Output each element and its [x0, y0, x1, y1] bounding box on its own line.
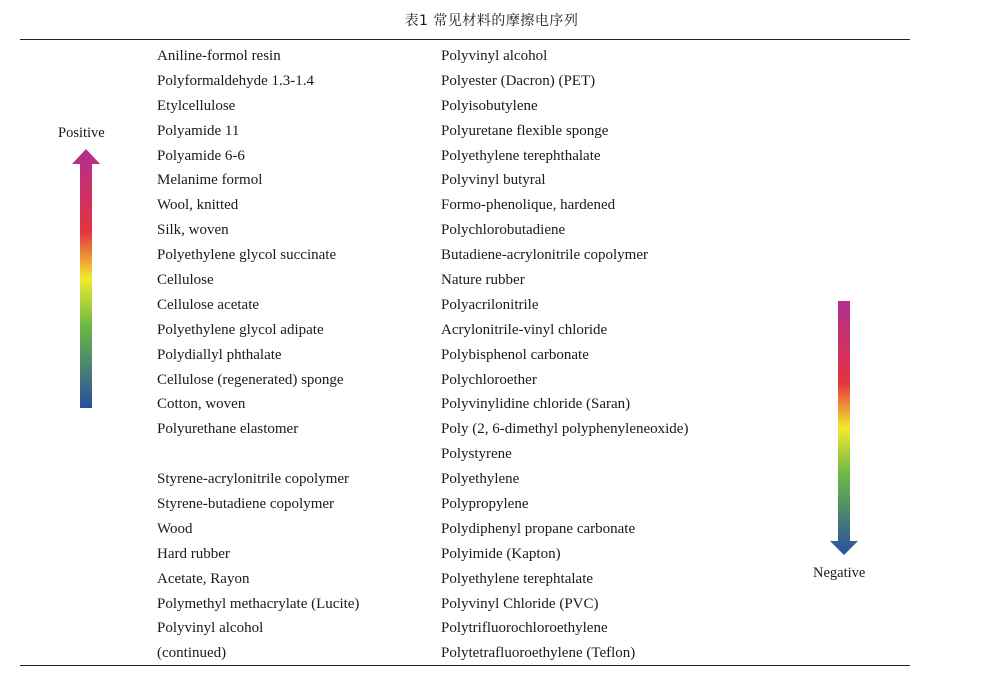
- list-item: Polybisphenol carbonate: [441, 346, 589, 363]
- list-item: Silk, woven: [157, 222, 229, 239]
- list-item: Poly (2, 6-dimethyl polyphenyleneoxide): [441, 421, 689, 438]
- list-item: Polyamide 6-6: [157, 147, 245, 164]
- list-item: Wool, knitted: [157, 197, 239, 214]
- list-item: Polyvinylidine chloride (Saran): [441, 396, 631, 413]
- list-item: Polydiallyl phthalate: [157, 346, 282, 363]
- list-item: Polyethylene: [441, 471, 520, 488]
- list-item: Polyamide 11: [157, 122, 240, 139]
- list-item: Polychlorobutadiene: [441, 222, 566, 239]
- negative-label: Negative: [813, 565, 866, 581]
- list-item: Polyurethane elastomer: [157, 421, 299, 438]
- top-rule: [20, 39, 910, 40]
- list-item: Polytrifluorochloroethylene: [441, 620, 608, 637]
- list-item: (continued): [157, 645, 227, 662]
- list-item: Wood: [157, 520, 193, 537]
- list-item: Polyvinyl butyral: [441, 172, 546, 189]
- positive-materials-list: [157, 44, 359, 666]
- list-item: Polyethylene terephtalate: [441, 570, 594, 587]
- list-item: Polyformaldehyde 1.3-1.4: [157, 72, 315, 89]
- list-item: Polystyrene: [441, 446, 512, 463]
- list-item: Polyuretane flexible sponge: [441, 122, 609, 139]
- list-item: Polyvinyl alcohol: [441, 48, 548, 64]
- list-item: Polytetrafluoroethylene (Teflon): [441, 645, 636, 662]
- list-item: Polydiphenyl propane carbonate: [441, 520, 636, 537]
- list-item: Acrylonitrile-vinyl chloride: [441, 321, 608, 338]
- list-item: Polyester (Dacron) (PET): [441, 72, 596, 89]
- list-item: Melanime formol: [157, 172, 263, 189]
- list-item: Polyvinyl alcohol: [157, 620, 264, 637]
- list-item: Cellulose: [157, 272, 214, 289]
- list-item: Polyvinyl Chloride (PVC): [441, 595, 599, 612]
- table-caption: 表1 常见材料的摩擦电序列: [404, 13, 579, 29]
- list-item: Styrene-butadiene copolymer: [157, 496, 335, 513]
- list-item: Butadiene-acrylonitrile copolymer: [441, 247, 649, 264]
- negative-arrow-icon: [829, 299, 859, 557]
- list-item: Acetate, Rayon: [157, 570, 250, 587]
- list-item: [157, 442, 359, 467]
- list-item: Polymethyl methacrylate (Lucite): [157, 595, 360, 612]
- list-item: Hard rubber: [157, 545, 230, 562]
- list-item: Styrene-acrylonitrile copolymer: [157, 471, 350, 488]
- list-item: Aniline-formol resin: [157, 48, 281, 64]
- list-item: Cellulose (regenerated) sponge: [157, 371, 344, 388]
- positive-arrow-icon: [71, 149, 101, 411]
- list-item: Etylcellulose: [157, 97, 236, 114]
- list-item: Polypropylene: [441, 496, 529, 513]
- negative-materials-list: [441, 44, 688, 666]
- list-item: Polyimide (Kapton): [441, 545, 561, 562]
- positive-label: Positive: [58, 125, 105, 141]
- list-item: Polyisobutylene: [441, 97, 538, 114]
- list-item: Nature rubber: [441, 272, 525, 289]
- list-item: Polyacrilonitrile: [441, 296, 539, 313]
- list-item: Cellulose acetate: [157, 296, 260, 313]
- list-item: Polyethylene terephthalate: [441, 147, 601, 164]
- list-item: Polyethylene glycol adipate: [157, 321, 324, 338]
- list-item: Formo-phenolique, hardened: [441, 197, 616, 214]
- list-item: Polyethylene glycol succinate: [157, 247, 337, 264]
- list-item: Polychloroether: [441, 371, 537, 388]
- list-item: Cotton, woven: [157, 396, 246, 413]
